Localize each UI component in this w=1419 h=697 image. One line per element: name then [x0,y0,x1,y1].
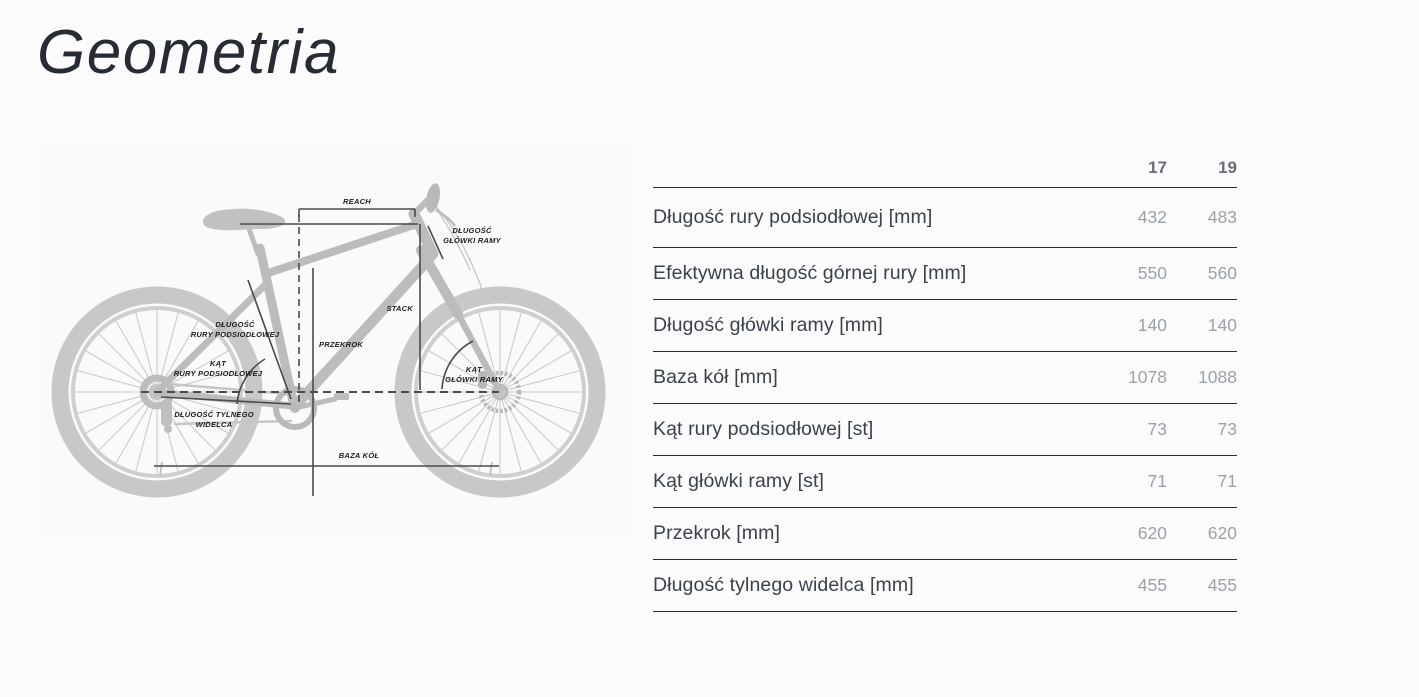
table-row [653,456,1237,508]
row-value-19: 483 [1207,207,1237,227]
row-value-19: 560 [1207,263,1237,283]
row-value-19: 73 [1217,419,1237,439]
row-label: Efektywna długość górnej rury [mm] [653,262,967,284]
row-value-19: 1088 [1198,367,1237,387]
row-value-17: 71 [1147,471,1167,491]
row-value-17: 140 [1137,315,1167,335]
table-row [653,404,1237,456]
table-row [653,352,1237,404]
pedal [334,393,349,400]
row-label: Długość tylnego widelca [mm] [653,574,914,596]
reach-label: REACH [343,197,371,206]
stack-label: STACK [386,304,413,313]
table-row [653,248,1237,300]
row-value-17: 455 [1137,575,1167,595]
bike-geometry-figure [37,140,637,540]
chainstay-length-label: WIDELCA [195,420,233,429]
size-column-header-19: 19 [1218,158,1237,177]
seat-tube-angle-label: RURY PODSIODŁOWEJ [173,369,263,378]
row-value-17: 73 [1147,419,1167,439]
table-row [653,508,1237,560]
standover-label: PRZEKROK [319,340,364,349]
row-label: Baza kół [mm] [653,366,778,388]
page-title: Geometria [37,18,340,87]
row-value-19: 455 [1207,575,1237,595]
head-tube-length-label: DŁUGOŚĆ [452,226,492,235]
bike-diagram [37,140,637,540]
row-value-19: 620 [1207,523,1237,543]
size-column-header-17: 17 [1148,158,1167,177]
seat-tube-length-label: RURY PODSIODŁOWEJ [190,330,280,339]
row-value-17: 432 [1137,207,1167,227]
table-header-row [653,140,1237,188]
seat-tube-angle-label: KĄT [209,359,227,368]
row-value-17: 550 [1137,263,1167,283]
row-value-17: 620 [1137,523,1167,543]
head-angle-label: GŁÓWKI RAMY [445,375,503,384]
diagram-labels [174,197,504,460]
row-label: Kąt rury podsiodłowej [st] [653,418,874,440]
chainstay-length-label: DŁUGOŚĆ TYLNEGO [174,410,254,419]
row-value-17: 1078 [1128,367,1167,387]
content-area [37,140,1419,612]
seat-tube-length-label: DŁUGOŚĆ [215,320,255,329]
row-label: Długość rury podsiodłowej [mm] [653,206,933,228]
geometry-table [653,140,1237,612]
row-value-19: 140 [1207,315,1237,335]
table-row [653,188,1237,248]
saddle [203,209,285,231]
row-label: Długość główki ramy [mm] [653,314,883,336]
table-row [653,300,1237,352]
table-row [653,560,1237,612]
head-angle-label: KĄT [465,365,483,374]
row-value-19: 71 [1217,471,1237,491]
row-label: Kąt główki ramy [st] [653,470,825,492]
head-tube-length-label: GŁÓWKI RAMY [443,236,501,245]
row-label: Przekrok [mm] [653,522,780,544]
wheelbase-label: BAZA KÓŁ [338,451,380,460]
